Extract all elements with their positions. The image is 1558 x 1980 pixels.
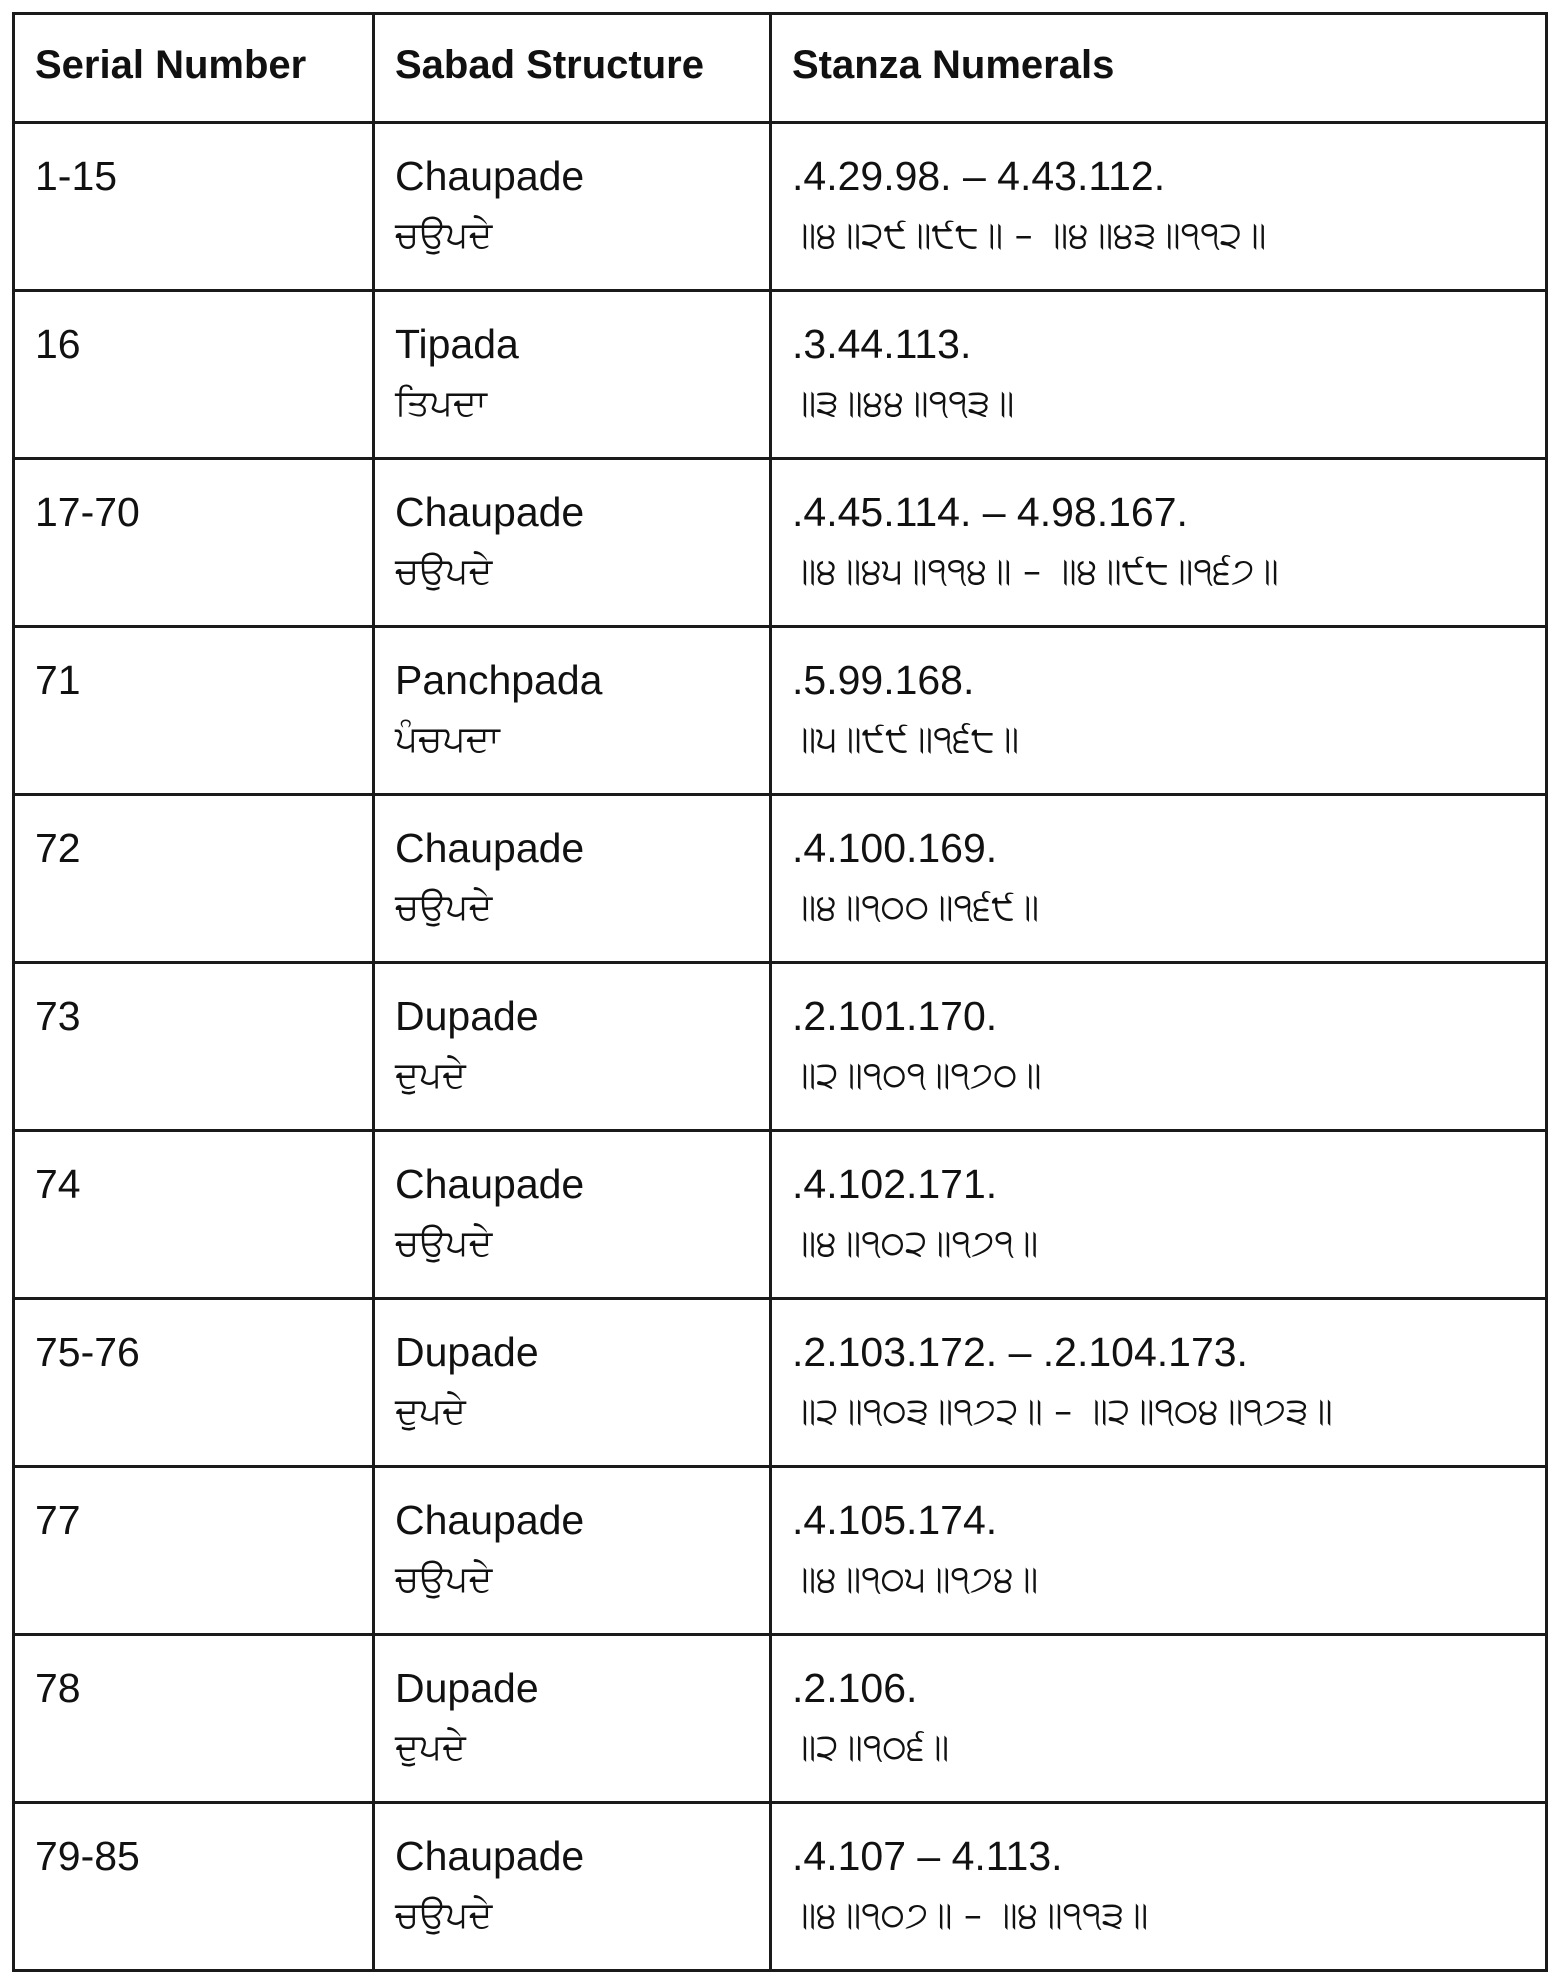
numerals-gurmukhi: ॥੫॥੯੯॥੧੬੮॥ [792,719,1020,760]
structure-cell [374,1803,771,1971]
numerals-arabic: .2.106. [792,1665,918,1711]
numerals-cell [771,1131,1547,1299]
numerals-arabic: .5.99.168. [792,657,975,703]
table-row [14,627,1547,795]
table-body [14,123,1547,1971]
structure-english: Chaupade [395,153,585,199]
header-serial-number: Serial Number [14,14,374,123]
structure-english: Chaupade [395,825,585,871]
numerals-arabic: .4.105.174. [792,1497,998,1543]
table-row [14,291,1547,459]
structure-cell [374,291,771,459]
structure-gurmukhi: ਚਉਪਦੇ [395,215,493,256]
serial-cell: 1-15 [14,123,374,291]
serial-cell: 75-76 [14,1299,374,1467]
serial-cell: 73 [14,963,374,1131]
numerals-arabic: .4.100.169. [792,825,998,871]
serial-cell: 72 [14,795,374,963]
numerals-cell [771,459,1547,627]
numerals-cell [771,1299,1547,1467]
structure-cell [374,1299,771,1467]
structure-gurmukhi: ਚਉਪਦੇ [395,1895,493,1936]
structure-english: Dupade [395,1665,539,1711]
numerals-gurmukhi: ॥੪॥੧੦੭॥ – ॥੪॥੧੧੩॥ [792,1895,1149,1936]
table-row [14,1467,1547,1635]
structure-english: Dupade [395,1329,539,1375]
numerals-gurmukhi: ॥੪॥੨੯॥੯੮॥ – ॥੪॥੪੩॥੧੧੨॥ [792,215,1267,256]
numerals-cell [771,123,1547,291]
structure-english: Panchpada [395,657,603,703]
structure-english: Tipada [395,321,519,367]
table-row [14,1803,1547,1971]
structure-cell [374,123,771,291]
numerals-gurmukhi: ॥੪॥੧੦੨॥੧੭੧॥ [792,1223,1039,1264]
numerals-cell [771,963,1547,1131]
table-row [14,963,1547,1131]
serial-cell: 78 [14,1635,374,1803]
table-row [14,123,1547,291]
table-row [14,795,1547,963]
serial-cell: 79-85 [14,1803,374,1971]
structure-english: Dupade [395,993,539,1039]
table-row [14,1635,1547,1803]
numerals-cell [771,1467,1547,1635]
structure-english: Chaupade [395,489,585,535]
structure-gurmukhi: ਤਿਪਦਾ [395,383,487,424]
numerals-arabic: .4.45.114. – 4.98.167. [792,489,1188,535]
structure-cell [374,963,771,1131]
serial-cell: 17-70 [14,459,374,627]
numerals-arabic: .2.103.172. – .2.104.173. [792,1329,1248,1375]
header-row [14,14,1547,123]
numerals-cell [771,627,1547,795]
table-row [14,459,1547,627]
structure-gurmukhi: ਦੁਪਦੇ [395,1055,466,1096]
numerals-cell [771,1803,1547,1971]
numerals-arabic: .2.101.170. [792,993,998,1039]
structure-gurmukhi: ਦੁਪਦੇ [395,1391,466,1432]
header-sabad-structure: Sabad Structure [374,14,771,123]
structure-cell [374,1131,771,1299]
numerals-gurmukhi: ॥੨॥੧੦੬॥ [792,1727,950,1768]
numerals-arabic: .4.107 – 4.113. [792,1833,1063,1879]
structure-gurmukhi: ਚਉਪਦੇ [395,1559,493,1600]
numerals-arabic: .3.44.113. [792,321,972,367]
numerals-gurmukhi: ॥੨॥੧੦੩॥੧੭੨॥ – ॥੨॥੧੦੪॥੧੭੩॥ [792,1391,1333,1432]
serial-cell: 74 [14,1131,374,1299]
numerals-arabic: .4.102.171. [792,1161,998,1207]
sabad-table [12,12,1548,1972]
serial-cell: 16 [14,291,374,459]
structure-cell [374,795,771,963]
structure-cell [374,459,771,627]
structure-cell [374,1467,771,1635]
numerals-gurmukhi: ॥੪॥੪੫॥੧੧੪॥ – ॥੪॥੯੮॥੧੬੭॥ [792,551,1279,592]
structure-gurmukhi: ਪੰਚਪਦਾ [395,719,500,760]
structure-english: Chaupade [395,1161,585,1207]
structure-gurmukhi: ਚਉਪਦੇ [395,1223,493,1264]
numerals-cell [771,291,1547,459]
structure-cell [374,1635,771,1803]
structure-gurmukhi: ਚਉਪਦੇ [395,887,493,928]
structure-gurmukhi: ਚਉਪਦੇ [395,551,493,592]
serial-cell: 71 [14,627,374,795]
numerals-gurmukhi: ॥੩॥੪੪॥੧੧੩॥ [792,383,1015,424]
numerals-gurmukhi: ॥੪॥੧੦੦॥੧੬੯॥ [792,887,1040,928]
structure-cell [374,627,771,795]
serial-cell: 77 [14,1467,374,1635]
numerals-gurmukhi: ॥੪॥੧੦੫॥੧੭੪॥ [792,1559,1039,1600]
header-stanza-numerals: Stanza Numerals [771,14,1547,123]
structure-english: Chaupade [395,1497,585,1543]
numerals-gurmukhi: ॥੨॥੧੦੧॥੧੭੦॥ [792,1055,1042,1096]
numerals-cell [771,795,1547,963]
numerals-arabic: .4.29.98. – 4.43.112. [792,153,1166,199]
structure-gurmukhi: ਦੁਪਦੇ [395,1727,466,1768]
table-row [14,1131,1547,1299]
numerals-cell [771,1635,1547,1803]
structure-english: Chaupade [395,1833,585,1879]
table-row [14,1299,1547,1467]
